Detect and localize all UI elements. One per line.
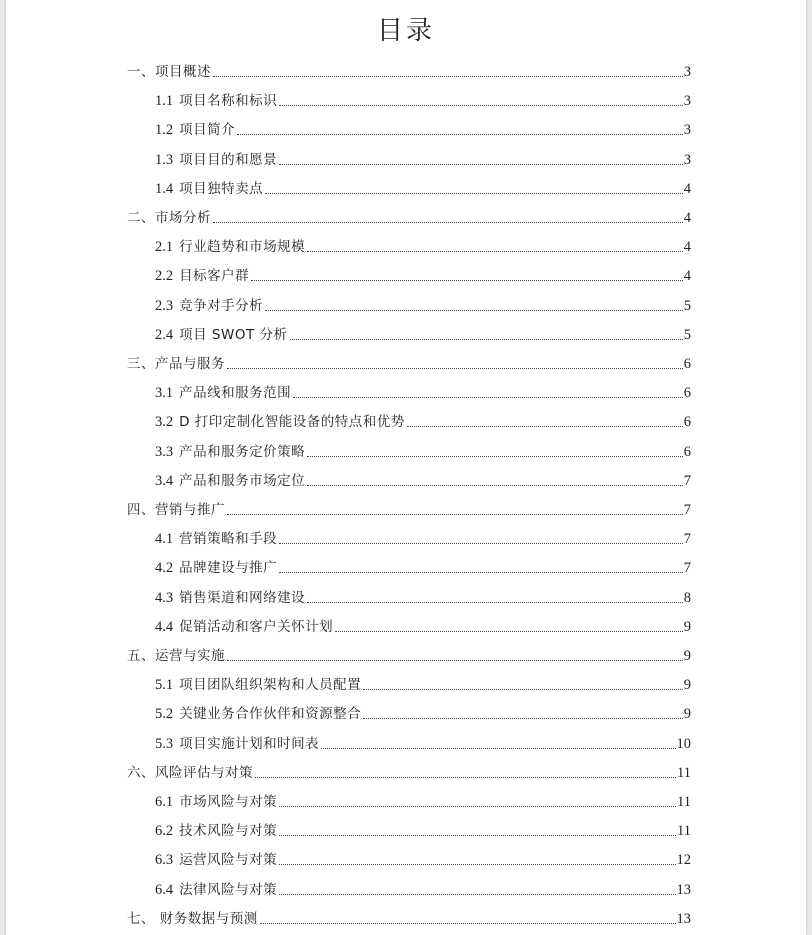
toc-entry-number: 3.4: [155, 473, 174, 489]
toc-subsection[interactable]: [155, 147, 691, 169]
toc-entry-text: 营销策略和手段: [179, 531, 278, 547]
toc-dot-leader: [335, 631, 683, 632]
toc-page-number: 9: [683, 706, 691, 722]
toc-section[interactable]: [127, 497, 691, 519]
toc-entry-text: 品牌建设与推广: [179, 560, 278, 576]
toc-entry-number: 5.1: [155, 677, 174, 693]
toc-page-number: 5: [683, 327, 691, 343]
toc-dot-leader: [227, 368, 683, 369]
document-page: [6, 0, 806, 935]
toc-dot-leader: [251, 280, 683, 281]
toc-page-number: 12: [676, 852, 691, 868]
toc-dot-leader: [213, 222, 683, 223]
toc-entry-number: 3.3: [155, 444, 174, 460]
toc-page-number: 8: [683, 590, 691, 606]
toc-dot-leader: [363, 689, 683, 690]
toc-entry-number: 4.2: [155, 560, 174, 576]
toc-entry-text: 竞争对手分析: [179, 298, 264, 314]
toc-entry-text: 技术风险与对策: [179, 823, 278, 839]
toc-subsection[interactable]: [155, 88, 691, 110]
toc-dot-leader: [307, 456, 683, 457]
toc-subsection[interactable]: [155, 672, 691, 694]
toc-entry-text: 六、风险评估与对策: [127, 765, 253, 781]
toc-entry-text: 五、运营与实施: [127, 648, 225, 664]
toc-entry-text: 法律风险与对策: [179, 882, 278, 898]
toc-entry-number: 2.4: [155, 327, 174, 343]
toc-entry-text: 一、项目概述: [127, 64, 211, 80]
toc-entry-text: 项目 SWOT 分析: [179, 327, 288, 343]
toc-subsection[interactable]: [155, 614, 691, 636]
toc-dot-leader: [265, 193, 683, 194]
toc-subsection[interactable]: [155, 701, 691, 723]
toc-page-number: 9: [683, 648, 691, 664]
toc-dot-leader: [227, 660, 683, 661]
toc-entry-number: 6.4: [155, 882, 174, 898]
toc-entry-text: 目标客户群: [179, 268, 250, 284]
toc-entry-text: 销售渠道和网络建设: [179, 590, 306, 606]
toc-dot-leader: [213, 76, 683, 77]
toc-dot-leader: [255, 777, 676, 778]
toc-page-number: 7: [683, 473, 691, 489]
toc-page-number: 4: [683, 181, 691, 197]
toc-title: 目录: [376, 16, 435, 46]
toc-dot-leader: [279, 806, 676, 807]
toc-entry-number: 1.1: [155, 93, 174, 109]
toc-section[interactable]: [127, 906, 691, 928]
toc-dot-leader: [279, 543, 683, 544]
toc-dot-leader: [265, 310, 683, 311]
toc-entry-text: 促销活动和客户关怀计划: [179, 619, 334, 635]
toc-subsection[interactable]: [155, 877, 691, 899]
toc-section[interactable]: [127, 59, 691, 81]
toc-section[interactable]: [127, 351, 691, 373]
toc-entry-number: 1.2: [155, 122, 174, 138]
toc-entry-text: 二、市场分析: [127, 210, 211, 226]
toc-entry-number: 4.1: [155, 531, 174, 547]
toc-dot-leader: [279, 894, 675, 895]
toc-entry-text: 项目团队组织架构和人员配置: [179, 677, 362, 693]
toc-subsection[interactable]: [155, 789, 691, 811]
toc-subsection[interactable]: [155, 526, 691, 548]
toc-page-number: 3: [683, 152, 691, 168]
toc-entry-text: 三、产品与服务: [127, 356, 225, 372]
toc-section[interactable]: [127, 205, 691, 227]
toc-dot-leader: [227, 514, 683, 515]
toc-subsection[interactable]: [155, 439, 691, 461]
toc-subsection[interactable]: [155, 818, 691, 840]
toc-entry-number: 1.4: [155, 181, 174, 197]
toc-entry-number: 4.3: [155, 590, 174, 606]
toc-entry-text: 产品和服务定价策略: [179, 444, 306, 460]
toc-page-number: 4: [683, 210, 691, 226]
toc-page-number: 3: [683, 122, 691, 138]
toc-subsection[interactable]: [155, 585, 691, 607]
toc-entry-text: 产品和服务市场定位: [179, 473, 306, 489]
toc-dot-leader: [237, 134, 683, 135]
toc-entry-text: 运营风险与对策: [179, 852, 278, 868]
toc-dot-leader: [279, 164, 683, 165]
toc-dot-leader: [293, 397, 683, 398]
toc-subsection[interactable]: [155, 117, 691, 139]
toc-dot-leader: [279, 864, 675, 865]
toc-subsection[interactable]: [155, 555, 691, 577]
toc-entry-text: 项目简介: [179, 122, 236, 138]
toc-entry-number: 2.3: [155, 298, 174, 314]
toc-entry-number: 6.3: [155, 852, 174, 868]
toc-entry-number: 4.4: [155, 619, 174, 635]
toc-entry-text: 四、营销与推广: [127, 502, 225, 518]
toc-dot-leader: [279, 572, 683, 573]
toc-dot-leader: [260, 923, 676, 924]
toc-subsection[interactable]: [155, 380, 691, 402]
toc-subsection[interactable]: [155, 468, 691, 490]
toc-entry-number: 1.3: [155, 152, 174, 168]
toc-section[interactable]: [127, 643, 691, 665]
toc-page-number: 3: [683, 64, 691, 80]
toc-page-number: 11: [677, 765, 691, 781]
toc-entry-text: D 打印定制化智能设备的特点和优势: [179, 414, 405, 430]
toc-entry-text: 行业趋势和市场规模: [179, 239, 306, 255]
toc-subsection[interactable]: [155, 322, 691, 344]
toc-page-number: 5: [683, 298, 691, 314]
toc-dot-leader: [363, 718, 683, 719]
toc-page-number: 13: [676, 911, 691, 927]
toc-page-number: 4: [683, 268, 691, 284]
toc-dot-leader: [321, 748, 675, 749]
toc-page-number: 7: [683, 560, 691, 576]
toc-entry-number: 3.1: [155, 385, 174, 401]
toc-entry-text: 项目目的和愿景: [179, 152, 278, 168]
toc-subsection[interactable]: [155, 176, 691, 198]
toc-entry-number: 6.2: [155, 823, 174, 839]
toc-page-number: 3: [683, 93, 691, 109]
toc-page-number: 10: [676, 736, 691, 752]
toc-page-number: 6: [683, 356, 691, 372]
toc-entry-text: 七、 财务数据与预测: [127, 911, 258, 927]
toc-page-number: 6: [683, 385, 691, 401]
toc-entry-number: 2.2: [155, 268, 174, 284]
toc-page-number: 7: [683, 502, 691, 518]
toc-subsection[interactable]: [155, 263, 691, 285]
toc-dot-leader: [279, 835, 676, 836]
toc-page-number: 9: [683, 677, 691, 693]
toc-entry-text: 市场风险与对策: [179, 794, 278, 810]
toc-section[interactable]: [127, 760, 691, 782]
toc-page-number: 11: [677, 823, 691, 839]
toc-page-number: 4: [683, 239, 691, 255]
toc-entry-number: 6.1: [155, 794, 174, 810]
toc-subsection[interactable]: [155, 293, 691, 315]
toc-dot-leader: [407, 426, 683, 427]
toc-subsection[interactable]: [155, 731, 691, 753]
toc-dot-leader: [307, 602, 683, 603]
toc-dot-leader: [279, 105, 683, 106]
toc-page-number: 6: [683, 414, 691, 430]
toc-page-number: 7: [683, 531, 691, 547]
toc-subsection[interactable]: [155, 847, 691, 869]
toc-page-number: 9: [683, 619, 691, 635]
toc-entry-text: 产品线和服务范围: [179, 385, 292, 401]
toc-page-number: 13: [676, 882, 691, 898]
toc-entry-number: 5.2: [155, 706, 174, 722]
toc-entry-number: 3.2: [155, 414, 174, 430]
toc-subsection[interactable]: [155, 234, 691, 256]
toc-page-number: 11: [677, 794, 691, 810]
toc-entry-text: 项目实施计划和时间表: [179, 736, 320, 752]
toc-entry-text: 项目名称和标识: [179, 93, 278, 109]
toc-dot-leader: [307, 485, 683, 486]
toc-entry-number: 5.3: [155, 736, 174, 752]
toc-dot-leader: [307, 251, 683, 252]
toc-entry-number: 2.1: [155, 239, 174, 255]
toc-entry-text: 关键业务合作伙伴和资源整合: [179, 706, 362, 722]
toc-dot-leader: [290, 339, 683, 340]
toc-subsection[interactable]: [155, 409, 691, 431]
toc-entry-text: 项目独特卖点: [179, 181, 264, 197]
toc-page-number: 6: [683, 444, 691, 460]
